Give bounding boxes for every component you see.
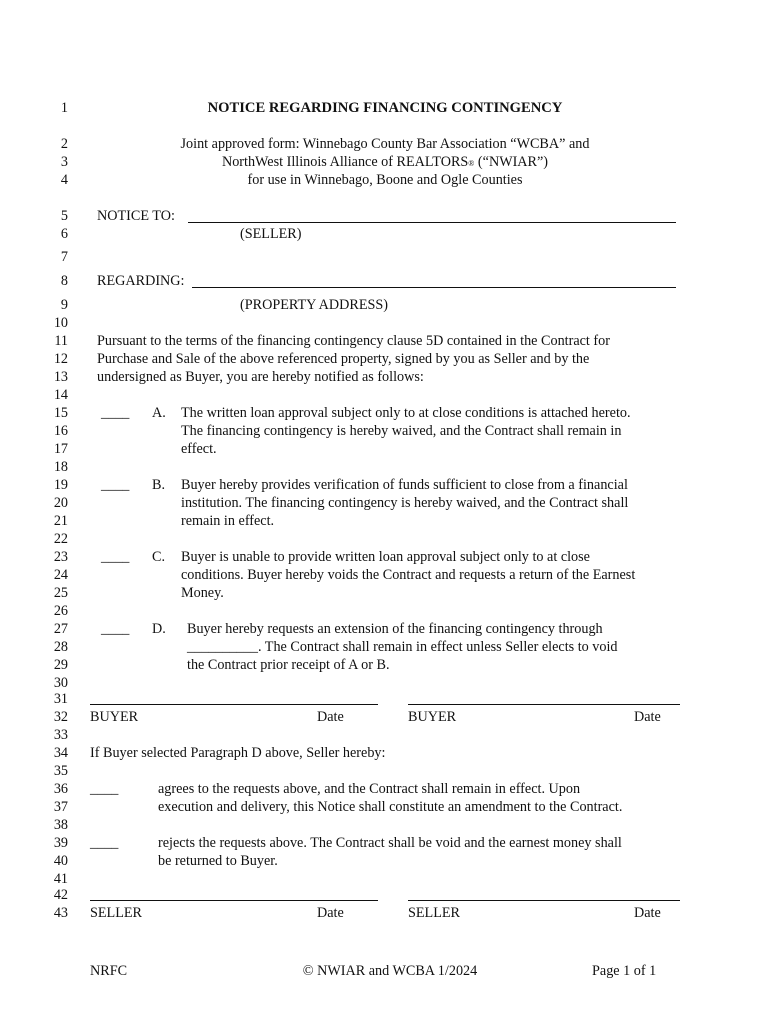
- option-a-checkbox-blank[interactable]: ____: [101, 405, 130, 421]
- line-number: 20: [53, 495, 68, 511]
- option-c-letter: C.: [152, 549, 166, 565]
- line-number: 6: [60, 226, 68, 242]
- buyer-date-label-2: Date: [634, 709, 661, 725]
- line-number: 21: [53, 513, 68, 529]
- intro-line: Pursuant to the terms of the financing contingency clause 5D contained in the Contract for: [97, 333, 610, 349]
- option-b-letter: B.: [152, 477, 166, 493]
- option-a-text: effect.: [181, 441, 217, 457]
- regarding-label: REGARDING:: [97, 273, 185, 289]
- seller-agree-text: agrees to the requests above, and the Contract shall remain in effect. Upon: [158, 781, 581, 797]
- seller-label-1: SELLER: [90, 905, 143, 921]
- option-d-text: __________. The Contract shall remain in effect unless Seller elects to void: [187, 639, 618, 655]
- subtitle-line-2: [90, 153, 680, 173]
- option-b-text: institution. The financing contingency is hereby waived, and the Contract shall: [181, 495, 629, 511]
- line-number: 33: [53, 727, 68, 743]
- option-c-text: Money.: [181, 585, 224, 601]
- property-address-caption: (PROPERTY ADDRESS): [240, 297, 389, 313]
- seller-agree-checkbox-blank[interactable]: ____: [90, 781, 119, 797]
- subtitle-abbrev: (“NWIAR”): [474, 154, 549, 170]
- option-c-text: conditions. Buyer hereby voids the Contract and requests a return of the Earnest: [181, 567, 636, 583]
- seller-name-field[interactable]: [188, 222, 676, 223]
- line-number: 9: [60, 297, 68, 313]
- intro-line: undersigned as Buyer, you are hereby notified as follows:: [97, 369, 424, 385]
- seller-agree-text: execution and delivery, this Notice shall constitute an amendment to the Contract.: [158, 799, 623, 815]
- buyer-signature-line-2[interactable]: [408, 704, 680, 705]
- line-number: 30: [53, 675, 68, 691]
- line-number: 24: [53, 567, 68, 583]
- line-number: 1: [60, 100, 68, 116]
- option-a-text: The financing contingency is hereby waived, and the Contract shall remain in: [181, 423, 622, 439]
- line-number: 28: [53, 639, 68, 655]
- line-number: 38: [53, 817, 68, 833]
- line-number: 13: [53, 369, 68, 385]
- option-d-checkbox-blank[interactable]: ____: [101, 621, 130, 637]
- line-number: 42: [53, 887, 68, 903]
- line-number: 8: [60, 273, 68, 289]
- line-number: 5: [60, 208, 68, 224]
- seller-intro: If Buyer selected Paragraph D above, Seller hereby:: [90, 745, 386, 761]
- buyer-date-label-1: Date: [317, 709, 344, 725]
- line-number: 4: [60, 172, 68, 188]
- subtitle-line-1: Joint approved form: Winnebago County Bar Association “WCBA” and: [180, 136, 590, 152]
- property-address-field[interactable]: [192, 287, 676, 288]
- line-number: 18: [53, 459, 68, 475]
- option-d-text: Buyer hereby requests an extension of the financing contingency through: [187, 621, 603, 637]
- buyer-label-2: BUYER: [408, 709, 457, 725]
- line-number: 27: [53, 621, 68, 637]
- line-number: 40: [53, 853, 68, 869]
- line-number: 35: [53, 763, 68, 779]
- line-number: 14: [53, 387, 68, 403]
- option-d-letter: D.: [152, 621, 166, 637]
- option-a-text: The written loan approval subject only to at close conditions is attached hereto.: [181, 405, 631, 421]
- intro-line: Purchase and Sale of the above referenced property, signed by you as Seller and by the: [97, 351, 590, 367]
- subtitle-org: NorthWest Illinois Alliance of REALTORS: [221, 154, 469, 170]
- line-number: 31: [53, 691, 68, 707]
- line-number: 41: [53, 871, 68, 887]
- line-number: 22: [53, 531, 68, 547]
- option-c-checkbox-blank[interactable]: ____: [101, 549, 130, 565]
- option-a-letter: A.: [152, 405, 166, 421]
- seller-reject-text: rejects the requests above. The Contract shall be void and the earnest money shall: [158, 835, 622, 851]
- line-number: 23: [53, 549, 68, 565]
- line-number: 3: [60, 154, 68, 170]
- line-number: 26: [53, 603, 68, 619]
- seller-signature-line-1[interactable]: [90, 900, 378, 901]
- seller-date-label-2: Date: [634, 905, 661, 921]
- footer-copyright: © NWIAR and WCBA 1/2024: [302, 963, 478, 979]
- option-c-text: Buyer is unable to provide written loan approval subject only to at close: [181, 549, 590, 565]
- line-number: 15: [53, 405, 68, 421]
- line-number: 17: [53, 441, 68, 457]
- line-number: 7: [60, 249, 68, 265]
- seller-reject-checkbox-blank[interactable]: ____: [90, 835, 119, 851]
- line-number: 29: [53, 657, 68, 673]
- document-title: NOTICE REGARDING FINANCING CONTINGENCY: [207, 100, 563, 116]
- line-number: 12: [53, 351, 68, 367]
- footer-form-code: NRFC: [90, 963, 128, 979]
- line-number: 37: [53, 799, 68, 815]
- buyer-label-1: BUYER: [90, 709, 139, 725]
- line-number: 32: [53, 709, 68, 725]
- line-number: 2: [60, 136, 68, 152]
- buyer-signature-line-1[interactable]: [90, 704, 378, 705]
- seller-caption: (SELLER): [240, 226, 302, 242]
- line-number: 10: [53, 315, 68, 331]
- line-number: 11: [54, 333, 68, 349]
- seller-reject-text: be returned to Buyer.: [158, 853, 278, 869]
- line-number: 36: [53, 781, 68, 797]
- seller-date-label-1: Date: [317, 905, 344, 921]
- line-number: 43: [53, 905, 68, 921]
- line-number: 19: [53, 477, 68, 493]
- option-d-text: the Contract prior receipt of A or B.: [187, 657, 390, 673]
- line-number: 25: [53, 585, 68, 601]
- option-b-text: remain in effect.: [181, 513, 275, 529]
- line-number: 39: [53, 835, 68, 851]
- option-b-checkbox-blank[interactable]: ____: [101, 477, 130, 493]
- footer-page-number: Page 1 of 1: [592, 963, 657, 979]
- notice-to-label: NOTICE TO:: [97, 208, 175, 224]
- seller-label-2: SELLER: [408, 905, 461, 921]
- line-number: 16: [53, 423, 68, 439]
- line-number: 34: [53, 745, 68, 761]
- registered-mark: ®: [468, 159, 475, 168]
- subtitle-line-3: for use in Winnebago, Boone and Ogle Counties: [247, 172, 523, 188]
- option-b-text: Buyer hereby provides verification of funds sufficient to close from a financial: [181, 477, 628, 493]
- seller-signature-line-2[interactable]: [408, 900, 680, 901]
